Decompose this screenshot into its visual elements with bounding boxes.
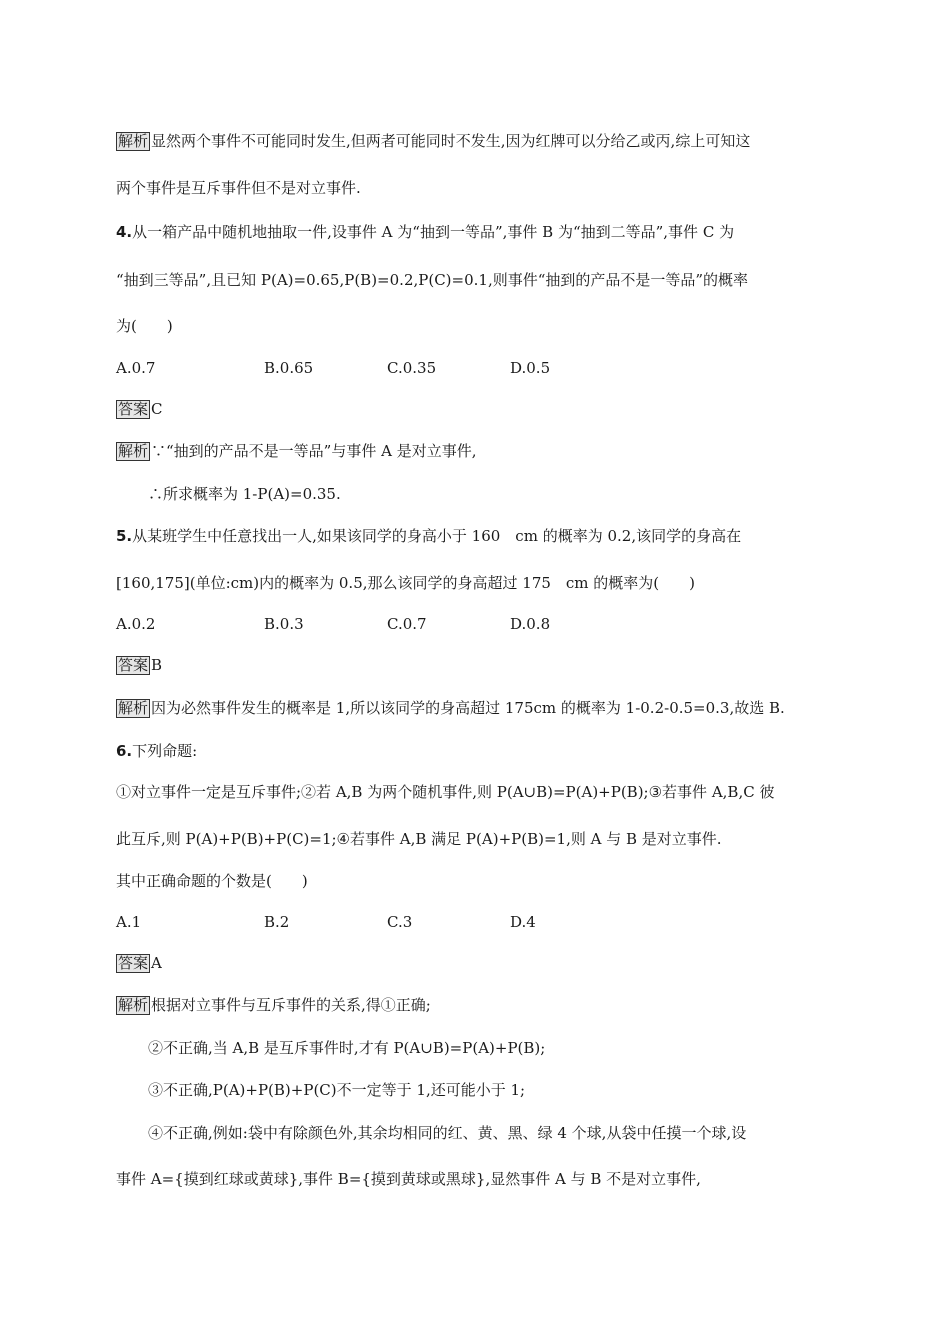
q6-analysis-2: ②不正确,当 A,B 是互斥事件时,才有 P(A∪B)=P(A)+P(B); — [148, 1039, 546, 1057]
q5-analysis: 解析 因为必然事件发生的概率是 1,所以该同学的身高超过 175cm 的概率为 1-0.2-0.5=0.3,故选 B. — [118, 699, 785, 717]
q6-analysis: 解析 根据对立事件与互斥事件的关系,得①正确; — [118, 996, 431, 1014]
q6-analysis-4: ④不正确,例如:袋中有除颜色外,其余均相同的红、黄、黑、绿 4 个球,从袋中任摸一个球,设 — [148, 1124, 747, 1142]
option-a: A.0.7 — [116, 359, 156, 377]
q6-answer: 答案 A — [118, 954, 162, 972]
answer-tag: 答案 — [118, 954, 149, 972]
q6-question: 其中正确命题的个数是( ) — [116, 872, 308, 890]
answer-tag: 答案 — [118, 400, 149, 418]
q4-stem-cont: “抽到三等品”,且已知 P(A)=0.65,P(B)=0.2,P(C)=0.1,则事件“抽到的产品不是一等品”的概率 — [116, 271, 749, 289]
option-c: C.3 — [387, 913, 413, 931]
option-c: C.0.7 — [387, 615, 427, 633]
q6-stem: 6.下列命题: — [116, 742, 198, 760]
q5-answer: 答案 B — [118, 656, 163, 674]
q4-analysis: 解析 ∵“抽到的产品不是一等品”与事件 A 是对立事件, — [118, 442, 477, 460]
analysis-tag: 解析 — [118, 442, 149, 460]
analysis-tag: 解析 — [118, 996, 149, 1014]
q6-analysis-5: 事件 A={摸到红球或黄球},事件 B={摸到黄球或黑球},显然事件 A 与 B 不是对立事件, — [116, 1170, 701, 1188]
q5-stem-cont: [160,175](单位:cm)内的概率为 0.5,那么该同学的身高超过 175 cm 的概率为( ) — [116, 574, 696, 592]
option-c: C.0.35 — [387, 359, 437, 377]
answer-tag: 答案 — [118, 656, 149, 674]
q6-propositions: ①对立事件一定是互斥事件;②若 A,B 为两个随机事件,则 P(A∪B)=P(A)+P(B);③若事件 A,B,C 彼 — [116, 783, 775, 801]
q5-stem: 5.从某班学生中任意找出一人,如果该同学的身高小于 160 cm 的概率为 0.2,该同学的身高在 — [116, 527, 742, 545]
option-a: A.0.2 — [116, 615, 156, 633]
option-b: B.0.3 — [264, 615, 304, 633]
option-d: D.4 — [510, 913, 536, 931]
q4-stem-end: 为( ) — [116, 317, 173, 335]
option-a: A.1 — [116, 913, 142, 931]
option-d: D.0.5 — [510, 359, 551, 377]
analysis-tag: 解析 — [118, 699, 149, 717]
question-number: 4. — [116, 223, 133, 241]
analysis-tag: 解析 — [118, 132, 149, 150]
q6-propositions-cont: 此互斥,则 P(A)+P(B)+P(C)=1;④若事件 A,B 满足 P(A)+P(B)=1,则 A 与 B 是对立事件. — [116, 830, 722, 848]
question-number: 5. — [116, 527, 133, 545]
q4-analysis-cont: ∴所求概率为 1-P(A)=0.35. — [148, 485, 341, 503]
q4-stem: 4.从一箱产品中随机地抽取一件,设事件 A 为“抽到一等品”,事件 B 为“抽到二等品”,事件 C 为 — [116, 223, 735, 241]
option-d: D.0.8 — [510, 615, 551, 633]
q3-analysis-cont: 两个事件是互斥事件但不是对立事件. — [116, 179, 361, 197]
option-b: B.0.65 — [264, 359, 314, 377]
q4-answer: 答案 C — [118, 400, 163, 418]
option-b: B.2 — [264, 913, 290, 931]
question-number: 6. — [116, 742, 133, 760]
q3-analysis: 解析 显然两个事件不可能同时发生,但两者可能同时不发生,因为红牌可以分给乙或丙,综上可知这 — [118, 132, 751, 150]
q6-analysis-3: ③不正确,P(A)+P(B)+P(C)不一定等于 1,还可能小于 1; — [148, 1081, 526, 1099]
